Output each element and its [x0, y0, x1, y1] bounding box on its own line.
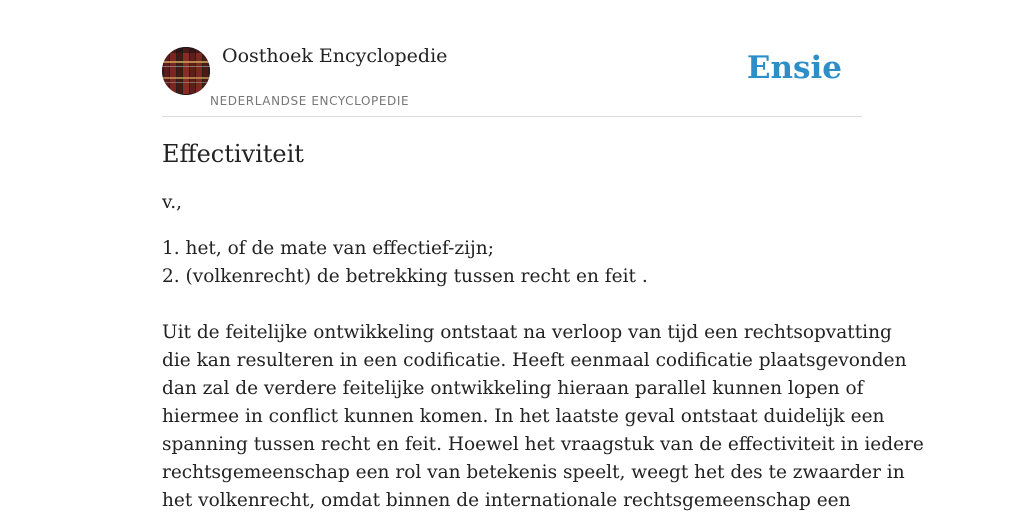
body-line: Uit de feitelijke ontwikkeling ontstaat na verloop van tijd een rechtsopvatting	[162, 322, 892, 343]
body-paragraph	[162, 319, 924, 512]
article	[162, 138, 924, 512]
body-line: spanning tussen recht en feit. Hoewel het vraagstuk van de effectiviteit in iedere	[162, 434, 924, 455]
ensie-logo-link[interactable]: Ensie	[746, 50, 842, 86]
source-avatar[interactable]	[162, 47, 210, 95]
body-line: hiermee in conflict kunnen komen. In het laatste geval ontstaat duidelijk een	[162, 406, 885, 427]
body-line: die kan resulteren in een codificatie. Heeft eenmaal codificatie plaatsgevonden	[162, 350, 907, 371]
body-line: dan zal de verdere feitelijke ontwikkeling hieraan parallel kunnen lopen of	[162, 378, 864, 399]
definition-item: 1. het, of de mate van effectief-zijn;	[162, 238, 494, 259]
entry-title: Effectiviteit	[162, 140, 304, 168]
encyclopedia-books-icon	[162, 47, 210, 95]
source-title-link[interactable]: Oosthoek Encyclopedie	[222, 45, 448, 67]
body-line: het volkenrecht, omdat binnen de internationale rechtsgemeenschap een	[162, 490, 851, 511]
source-subtitle: NEDERLANDSE ENCYCLOPEDIE	[210, 94, 410, 108]
definition-item: 2. (volkenrecht) de betrekking tussen recht en feit .	[162, 266, 648, 287]
body-line: rechtsgemeenschap een rol van betekenis speelt, weegt het des te zwaarder in	[162, 462, 905, 483]
grammatical-gender: v.,	[162, 192, 183, 213]
source-header	[162, 0, 862, 117]
definitions-list	[162, 235, 862, 291]
